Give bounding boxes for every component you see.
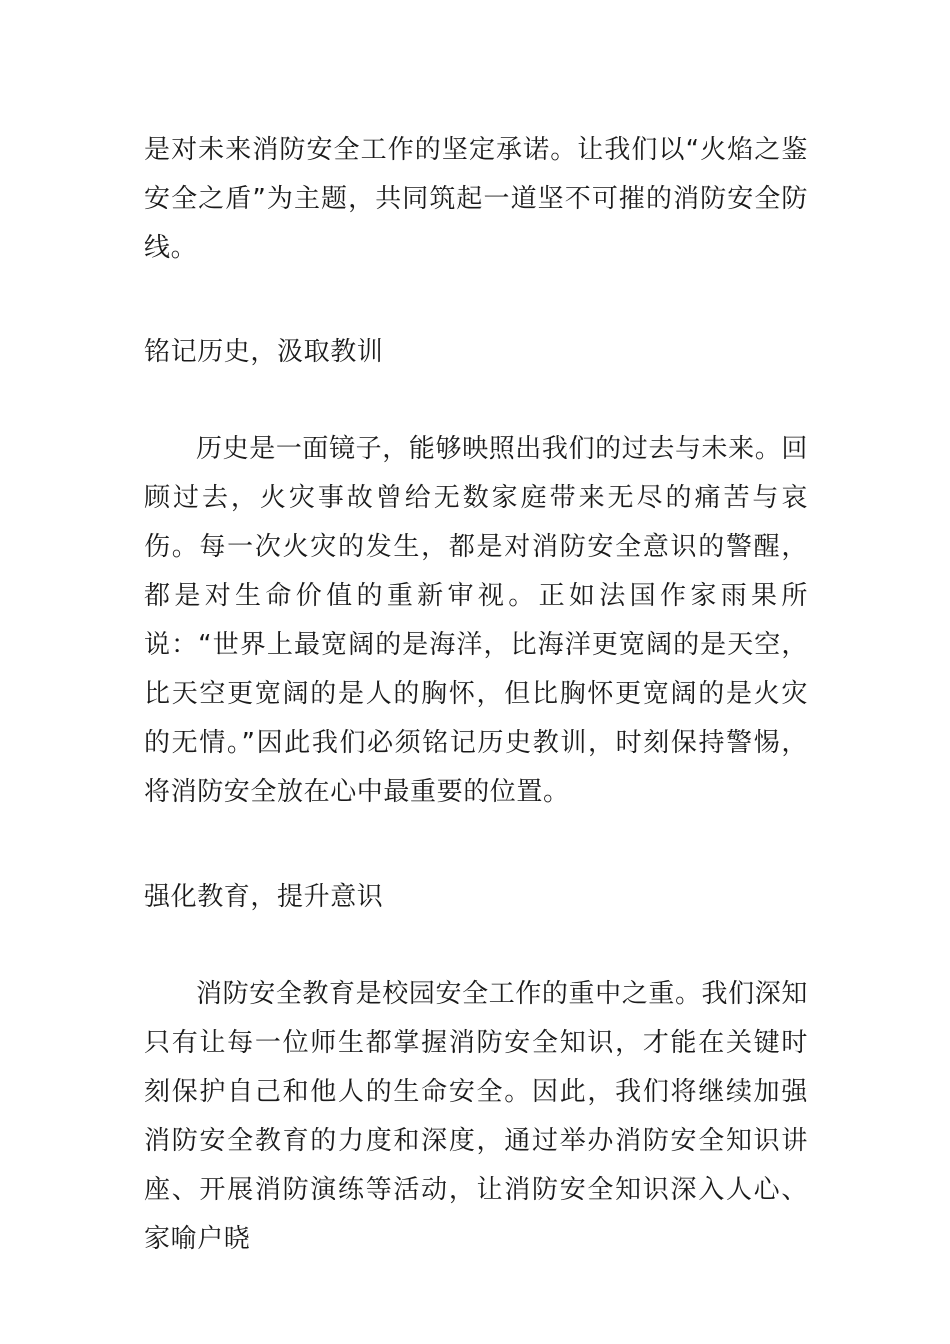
education-paragraph: 消防安全教育是校园安全工作的重中之重。我们深知只有让每一位师生都掌握消防安全知识，才能在关键时刻保护自己和他人的生命安全。因此，我们将继续加强消防安全教育的力度和深度，通过举办消防安全知识讲座、开展消防演练等活动，让消防安全知识深入人心、家喻户晓 (144, 979, 808, 1254)
section-heading-education: 强化教育，提升意识 (144, 882, 384, 912)
history-paragraph: 历史是一面镜子，能够映照出我们的过去与未来。回顾过去，火灾事故曾给无数家庭带来无尽的痛苦与哀伤。每一次火灾的发生，都是对消防安全意识的警醒，都是对生命价值的重新审视。正如法国作家雨果所说：“世界上最宽阔的是海洋，比海洋更宽阔的是天空，比天空更宽阔的是人的胸怀，但比胸怀更宽阔的是火灾的无情。”因此我们必须铭记历史教训，时刻保持警惕，将消防安全放在心中最重要的位置。 (144, 434, 808, 807)
section-heading-history: 铭记历史，汲取教训 (144, 337, 384, 367)
intro-paragraph-continued: 是对未来消防安全工作的坚定承诺。让我们以“火焰之鉴安全之盾”为主题，共同筑起一道坚不可摧的消防安全防线。 (144, 135, 808, 263)
